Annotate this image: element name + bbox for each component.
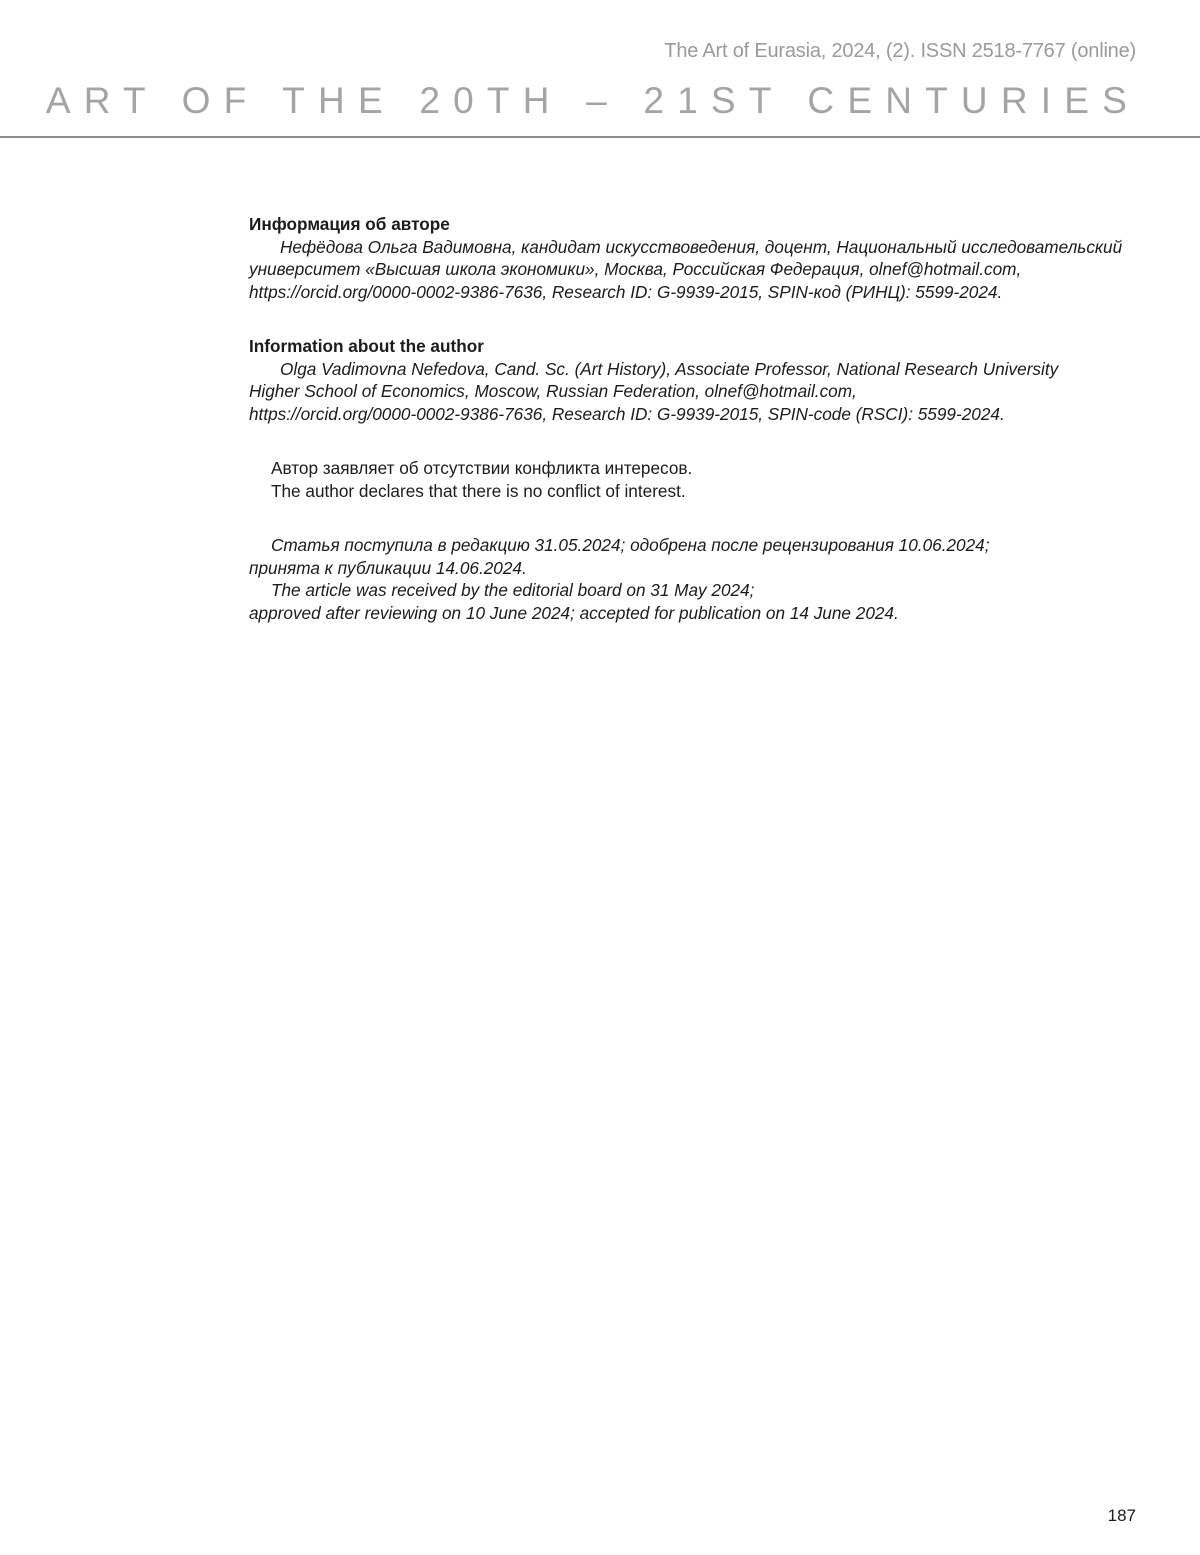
author-info-ru-heading: Информация об авторе [249, 214, 450, 234]
article-dates [249, 534, 1149, 624]
article-dates-ru-line: принята к публикации 14.06.2024. [249, 557, 527, 578]
author-info-en-line: https://orcid.org/0000-0002-9386-7636, Research ID: G-9939-2015, SPIN-code (RSCI): 5599-2024. [249, 403, 1005, 424]
conflict-statement [249, 457, 1149, 502]
author-info-en-line: Higher School of Economics, Moscow, Russian Federation, olnef@hotmail.com, [249, 381, 857, 401]
journal-citation: The Art of Eurasia, 2024, (2). ISSN 2518-7767 (online) [664, 40, 1136, 62]
author-info-ru [249, 213, 1149, 303]
author-info-ru-line: университет «Высшая школа экономики», Москва, Российская Федерация, olnef@hotmail.com, [249, 259, 1022, 279]
author-info-en [249, 335, 1149, 425]
author-info-ru-line: Нефёдова Ольга Вадимовна, кандидат искусствоведения, доцент, Национальный исследовательский [280, 236, 1123, 257]
page-number: 187 [1107, 1506, 1136, 1525]
article-dates-en-line: approved after reviewing on 10 June 2024; accepted for publication on 14 June 2024. [249, 602, 899, 623]
section-title: ART OF THE 20TH – 21ST CENTURIES [45, 80, 1140, 121]
article-dates-ru-line: Статья поступила в редакцию 31.05.2024; одобрена после рецензирования 10.06.2024; [271, 535, 990, 555]
article-dates-en-line: The article was received by the editorial board on 31 May 2024; [271, 580, 755, 600]
author-info-en-heading: Information about the author [249, 336, 484, 356]
author-info-ru-line: https://orcid.org/0000-0002-9386-7636, Research ID: G-9939-2015, SPIN-код (РИНЦ): 5599-2024. [249, 281, 1003, 302]
conflict-statement-ru: Автор заявляет об отсутствии конфликта интересов. [271, 458, 693, 478]
conflict-statement-en: The author declares that there is no conflict of interest. [271, 480, 686, 501]
page-content [249, 213, 1149, 624]
author-info-en-line: Olga Vadimovna Nefedova, Cand. Sc. (Art History), Associate Professor, National Research University [280, 358, 1059, 379]
header-divider [0, 136, 1200, 138]
